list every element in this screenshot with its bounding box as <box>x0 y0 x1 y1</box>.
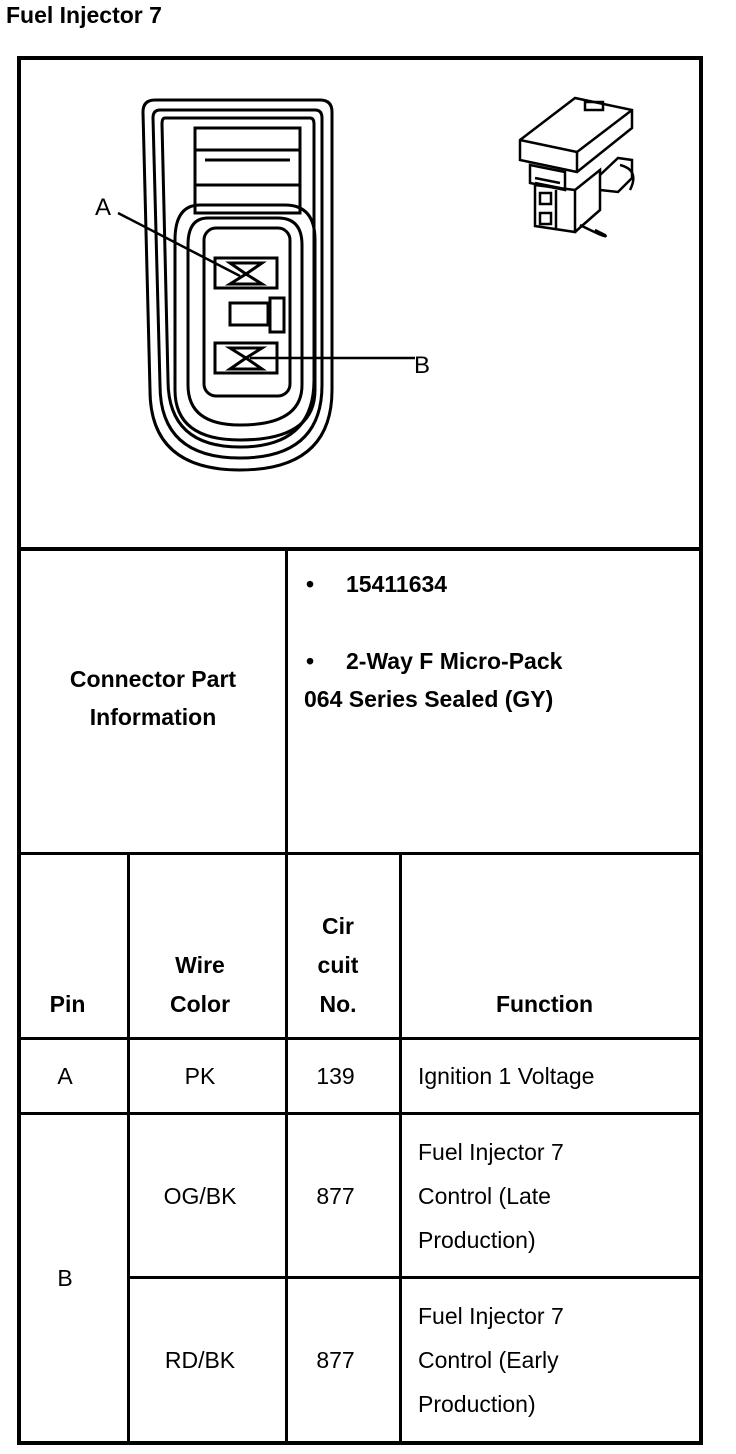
connector-diagram <box>0 0 736 550</box>
header-circuit-line1: Cir <box>322 913 354 939</box>
description-item <box>306 648 562 675</box>
row-b2-function-line3: Production) <box>418 1391 536 1417</box>
row-b1-wire: OG/BK <box>163 1183 237 1209</box>
pin-b-label: B <box>414 352 431 379</box>
row-b2-function-line2: Control (Early <box>418 1347 559 1373</box>
header-wire-color <box>130 946 270 1024</box>
part-number: 15411634 <box>346 571 448 597</box>
row-b1-function-line2: Control (Late <box>418 1183 551 1209</box>
divider-row-a <box>17 1112 703 1115</box>
pin-a-label: A <box>95 194 112 221</box>
connector-description-line1: 2-Way F Micro-Pack <box>346 648 563 674</box>
connector-description-line2: 064 Series Sealed (GY) <box>304 686 554 712</box>
header-wire-line2: Color <box>169 991 231 1017</box>
row-b1-function-line3: Production) <box>418 1227 536 1253</box>
row-b1-function <box>418 1130 564 1262</box>
row-a-wire: PK <box>184 1063 216 1089</box>
connector-face-icon <box>118 100 415 470</box>
row-b2-function <box>418 1294 564 1426</box>
divider-diagram <box>17 547 703 551</box>
divider-row-b <box>128 1276 703 1279</box>
divider-circuit-col <box>399 853 402 1442</box>
divider-info <box>17 852 703 855</box>
row-a-pin: A <box>57 1063 73 1089</box>
row-b2-function-line1: Fuel Injector 7 <box>418 1303 564 1329</box>
part-number-item <box>306 571 447 598</box>
row-b1-function-line1: Fuel Injector 7 <box>418 1139 564 1165</box>
row-b2-circuit: 877 <box>316 1347 355 1373</box>
header-function: Function <box>495 991 594 1017</box>
row-b2-wire: RD/BK <box>164 1347 236 1373</box>
header-circuit-line2: cuit <box>317 952 359 978</box>
header-wire-line1: Wire <box>175 952 225 978</box>
connector-part-info-label <box>22 660 284 736</box>
connector-part-label-line2: Information <box>89 704 217 730</box>
connector-3d-icon <box>520 98 633 236</box>
header-circuit-no <box>288 907 388 1024</box>
divider-header <box>17 1037 703 1040</box>
row-b-pin: B <box>57 1265 73 1291</box>
row-b1-circuit: 877 <box>316 1183 355 1209</box>
row-a-function: Ignition 1 Voltage <box>418 1063 595 1089</box>
bullet-icon: • <box>306 571 315 597</box>
row-a-circuit: 139 <box>316 1063 355 1089</box>
connector-part-label-line1: Connector Part <box>69 666 237 692</box>
bullet-icon: • <box>306 648 315 674</box>
header-circuit-line3: No. <box>319 991 357 1017</box>
header-pin: Pin <box>49 991 86 1017</box>
page-title: Fuel Injector 7 <box>6 2 162 28</box>
